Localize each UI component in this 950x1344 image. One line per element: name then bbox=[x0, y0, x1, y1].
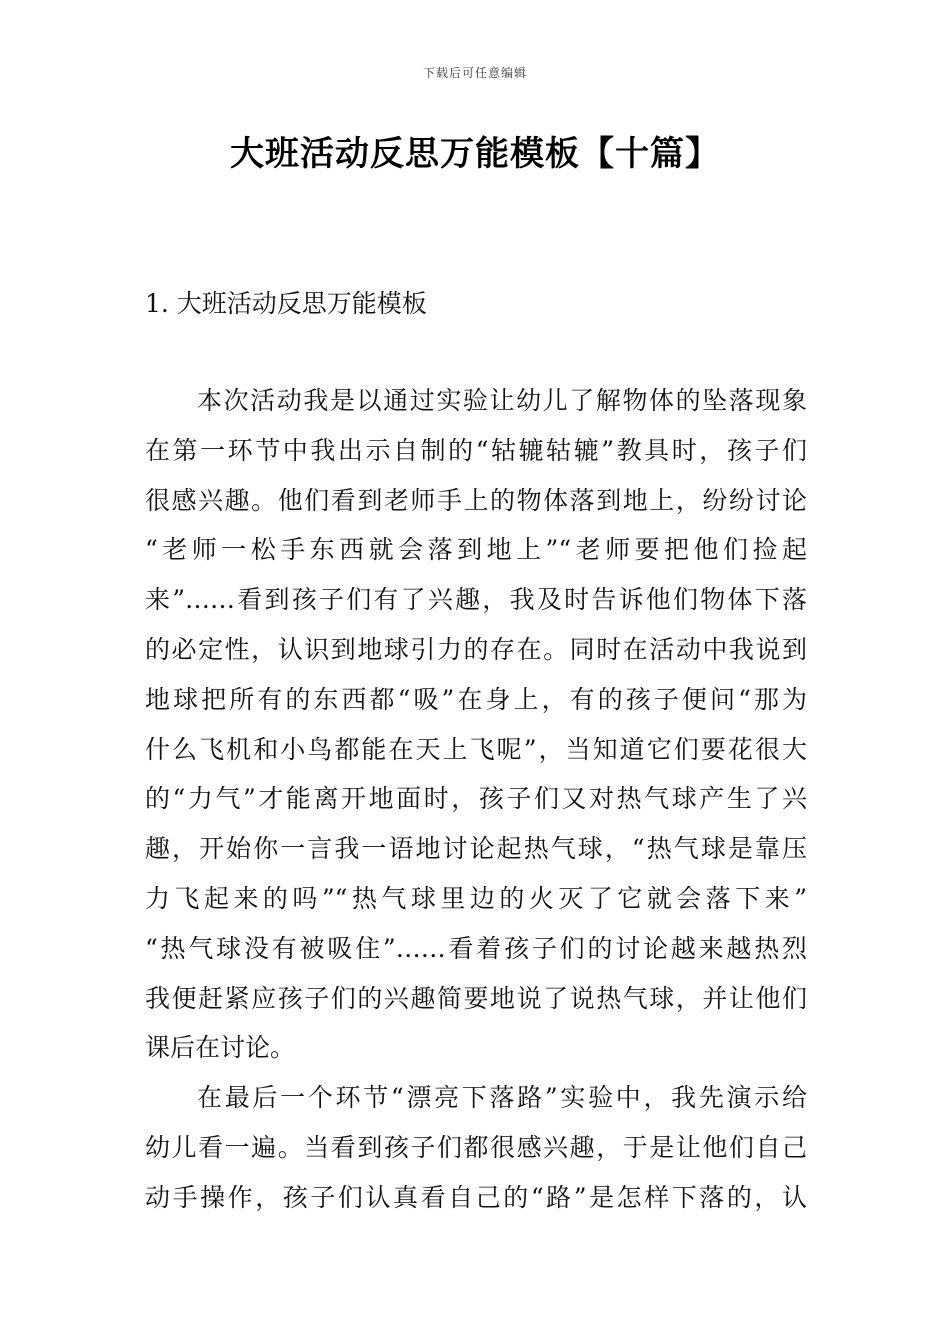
section-heading: 1. 大班活动反思万能模板 bbox=[145, 289, 427, 318]
paragraph-line: 力飞起来的吗”“热气球里边的火灭了它就会落下来” bbox=[145, 883, 807, 913]
paragraph-line: 的“力气”才能离开地面时，孩子们又对热气球产生了兴 bbox=[145, 784, 807, 814]
body-text bbox=[145, 376, 807, 1223]
paragraph-line: 课后在讨论。 bbox=[145, 1033, 296, 1063]
paragraph-line: “热气球没有被吸住”……看着孩子们的讨论越来越热烈 bbox=[145, 933, 807, 963]
paragraph-line: “老师一松手东西就会落到地上”“老师要把他们捡起 bbox=[145, 535, 807, 565]
paragraph-line: 在第一环节中我出示自制的“轱辘轱辘”教具时，孩子们 bbox=[145, 435, 807, 465]
paragraph-line: 趣，开始你一言我一语地讨论起热气球，“热气球是靠压 bbox=[145, 834, 807, 864]
paragraph-line: 我便赶紧应孩子们的兴趣简要地说了说热气球，并让他们 bbox=[145, 983, 807, 1013]
document-title: 大班活动反思万能模板【十篇】 bbox=[230, 134, 720, 174]
paragraph-line: 在最后一个环节“漂亮下落路”实验中，我先演示给 bbox=[197, 1083, 807, 1113]
paragraph-line: 的必定性，认识到地球引力的存在。同时在活动中我说到 bbox=[145, 634, 807, 664]
paragraph-line: 地球把所有的东西都“吸”在身上，有的孩子便问“那为 bbox=[145, 684, 807, 714]
paragraph-line: 来”……看到孩子们有了兴趣，我及时告诉他们物体下落 bbox=[145, 585, 807, 615]
paragraph-line: 本次活动我是以通过实验让幼儿了解物体的坠落现象 bbox=[197, 386, 807, 415]
paragraph-line: 动手操作，孩子们认真看自己的“路”是怎样下落的，认 bbox=[145, 1182, 807, 1212]
page-header-note: 下载后可任意编辑 bbox=[422, 66, 527, 80]
paragraph-line: 很感兴趣。他们看到老师手上的物体落到地上，纷纷讨论 bbox=[145, 485, 807, 515]
paragraph-line: 什么飞机和小鸟都能在天上飞呢”，当知道它们要花很大 bbox=[145, 734, 807, 764]
paragraph-line: 幼儿看一遍。当看到孩子们都很感兴趣，于是让他们自己 bbox=[145, 1132, 807, 1162]
